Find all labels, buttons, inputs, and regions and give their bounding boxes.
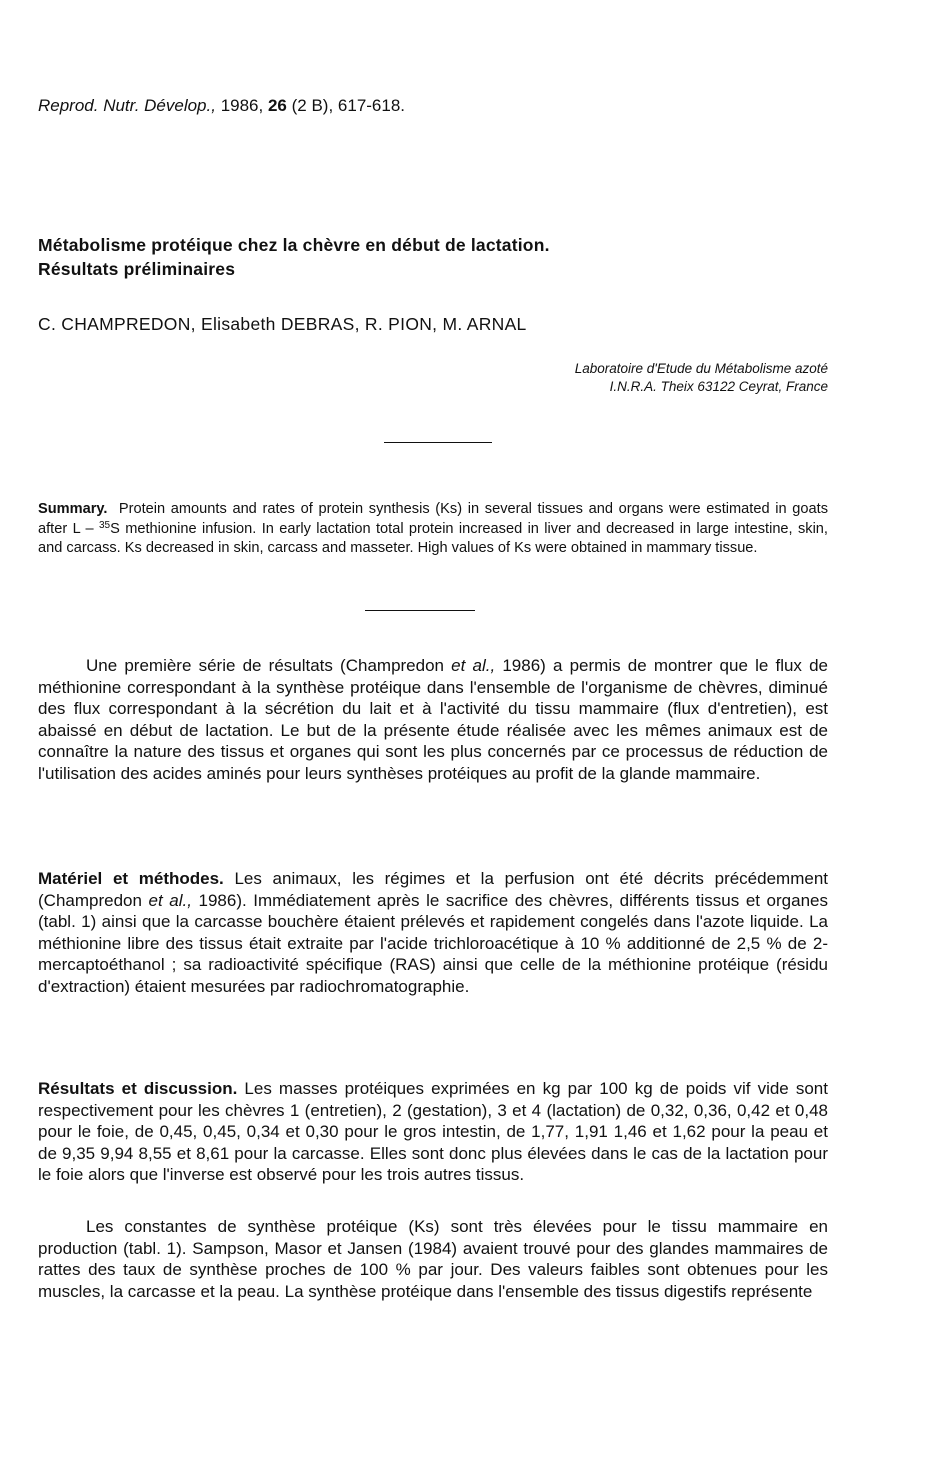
title-line-1: Métabolisme protéique chez la chèvre en début de lactation. bbox=[38, 235, 550, 255]
intro-text-b: 1986) a permis de montrer que le flux de méthionine correspondant à la synthèse protéique dans l'ensemble de l'organisme de chèvres, diminué des flux correspondant à la sécrétion du lait et à l'activité du tissu mammaire (flux d'entretien), est abaissé en début de lactation. Le but de la présente étude réalisée avec les mêmes animaux est de connaître la nature des tissus et organes qui sont les plus concernés par ce processus de réduction de l'utilisation des acides aminés pour leurs synthèses protéiques au profit de la glande mammaire. bbox=[38, 656, 828, 783]
journal-citation bbox=[38, 96, 405, 116]
methods-heading: Matériel et méthodes. bbox=[38, 869, 224, 888]
summary-heading: Summary. bbox=[38, 501, 108, 517]
summary-text-b: S methionine infusion. In early lactation total protein increased in liver and decreased in large intestine, skin, and carcass. Ks decreased in skin, carcass and masseter. High values of Ks were obtained in mammary tissue. bbox=[38, 520, 828, 556]
author-list: C. CHAMPREDON, Elisabeth DEBRAS, R. PION, M. ARNAL bbox=[38, 314, 527, 334]
affiliation-line-2: I.N.R.A. Theix 63122 Ceyrat, France bbox=[609, 379, 828, 394]
results-paragraph-2: Les constantes de synthèse protéique (Ks) sont très élevées pour le tissu mammaire en production (tabl. 1). Sampson, Masor et Jansen (1984) avaient trouvé pour des glandes mammaires de rattes des taux de synthèse proches de 100 % par jour. Des valeurs faibles sont obtenues pour les muscles, la carcasse et la peau. La synthèse protéique dans l'ensemble des tissus digestifs représente bbox=[38, 1217, 828, 1301]
results-heading: Résultats et discussion. bbox=[38, 1079, 238, 1098]
citation-etal: et al., bbox=[451, 656, 496, 675]
journal-year: 1986, bbox=[220, 96, 264, 115]
affiliation-line-1: Laboratoire d'Etude du Métabolisme azoté bbox=[574, 361, 828, 376]
intro-paragraph bbox=[38, 655, 828, 785]
title-line-2: Résultats préliminaires bbox=[38, 259, 236, 279]
results-text: Les masses protéiques exprimées en kg par 100 kg de poids vif vide sont respectivement pour les chèvres 1 (entretien), 2 (gestation), 3 et 4 (lactation) de 0,32, 0,36, 0,42 et 0,48 pour le foie, de 0,45, 0,45, 0,34 et 0,30 pour le gros intestin, de 1,77, 1,91 1,46 et 1,62 pour la peau et de 9,35 9,94 8,55 et 8,61 pour la carcasse. Elles sont donc plus élevées dans le cas de la lactation pour le foie alors que l'inverse est observé pour les trois autres tissus. bbox=[38, 1079, 828, 1185]
methods-text-a: Les animaux, les régimes et la perfusion ont été décrits précédemment (Champredon bbox=[38, 869, 828, 910]
article-title bbox=[38, 233, 828, 281]
isotope-superscript: 35 bbox=[99, 519, 111, 531]
summary-paragraph bbox=[38, 500, 828, 559]
journal-name: Reprod. Nutr. Dévelop., bbox=[38, 96, 216, 115]
summary-text-a: Protein amounts and rates of protein synthesis (Ks) in several tissues and organs were estimated in goats after L – bbox=[38, 501, 828, 537]
results-paragraph bbox=[38, 1078, 828, 1186]
journal-issue-pages: (2 B), 617-618. bbox=[291, 96, 406, 115]
intro-text-a: Une première série de résultats (Champredon bbox=[86, 656, 452, 675]
journal-volume: 26 bbox=[267, 96, 287, 115]
methods-text-b: 1986). Immédiatement après le sacrifice des chèvres, différents tissus et organes (tabl. 1) ainsi que la carcasse bouchère étaient prélevés et rapidement congelés dans l'azote liquide. La méthionine libre des tissus était extraite par l'acide trichloroacétique à 10 % additionné de 2,5 % de 2-mercaptoéthanol ; sa radioactivité spécifique (RAS) ainsi que celle de la méthionine protéique (résidu d'extraction) étaient mesurées par radiochromatographie. bbox=[38, 890, 828, 996]
separator-rule bbox=[384, 442, 492, 443]
citation-etal: et al., bbox=[148, 890, 192, 910]
methods-paragraph bbox=[38, 868, 828, 998]
affiliation bbox=[38, 360, 828, 396]
separator-rule bbox=[365, 610, 475, 611]
